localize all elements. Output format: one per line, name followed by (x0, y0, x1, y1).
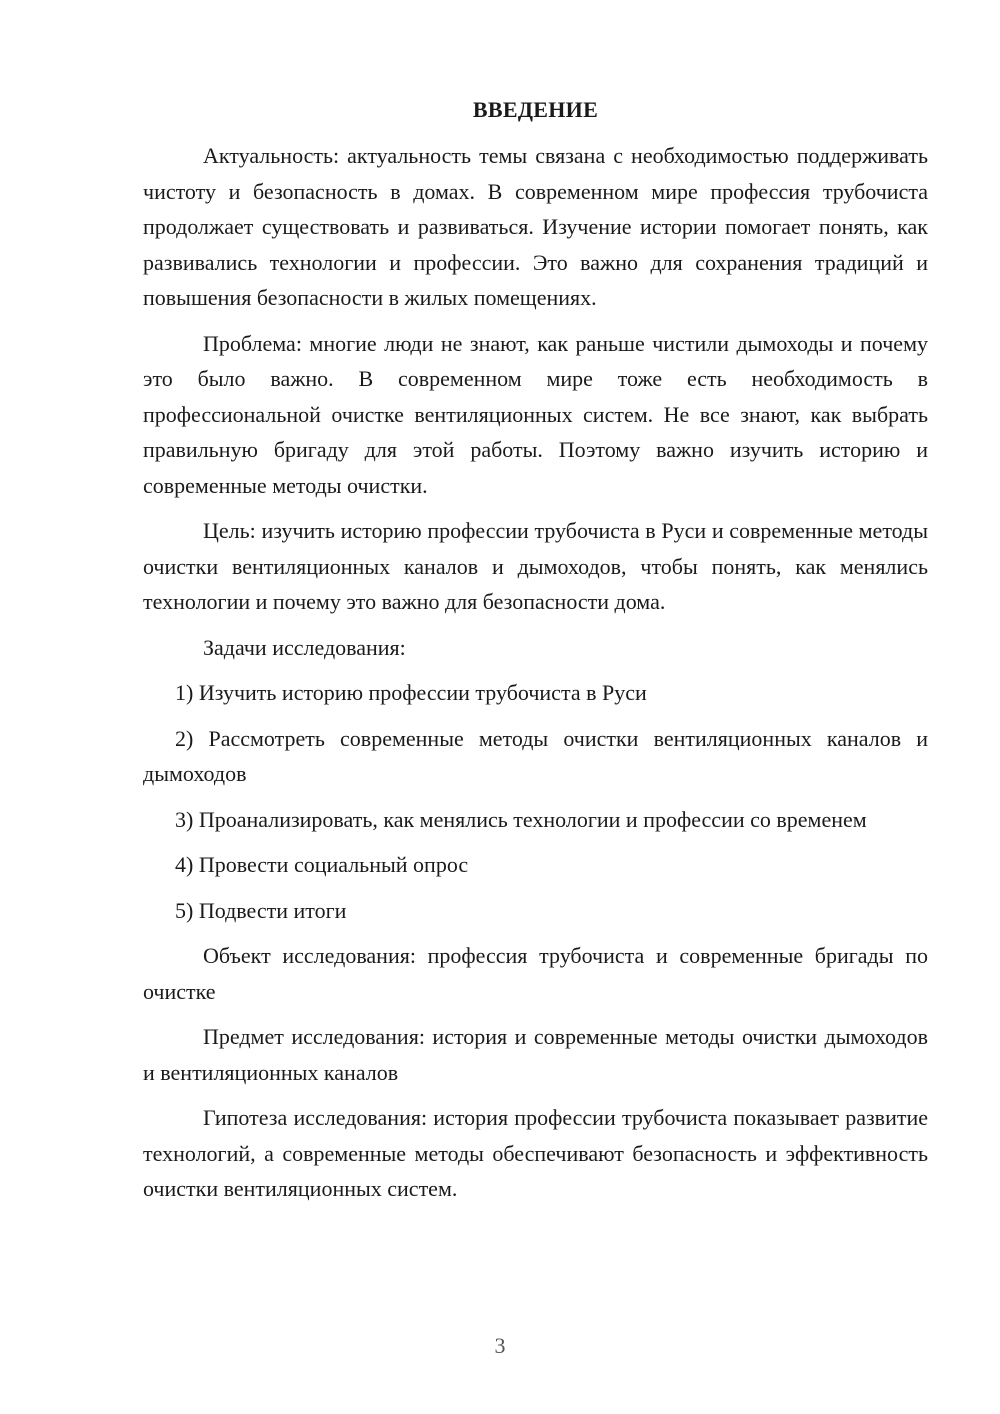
relevance-paragraph: Актуальность: актуальность темы связана с необходимостью поддерживать чистоту и безопасность в домах. В современном мире профессия трубочиста продолжает существовать и развиваться. Изучение истории помогает понять, как развивались технологии и профессии. Это важно для сохранения традиций и повышения безопасности в жилых помещениях. (143, 143, 928, 310)
object-paragraph: Объект исследования: профессия трубочиста и современные бригады по очистке (143, 943, 928, 1004)
tasks-heading: Задачи исследования: (203, 634, 406, 660)
task-item-3: 3) Проанализировать, как менялись технологии и профессии со временем (175, 806, 867, 832)
task-item-5: 5) Подвести итоги (175, 897, 347, 923)
page-number: 3 (494, 1333, 506, 1358)
section-heading: ВВЕДЕНИЕ (472, 97, 599, 122)
task-item-4: 4) Провести социальный опрос (175, 852, 469, 877)
goal-paragraph: Цель: изучить историю профессии трубочиста в Руси и современные методы очистки вентиляционных каналов и дымоходов, чтобы понять, как менялись технологии и почему это важно для безопасности дома. (143, 518, 928, 614)
subject-paragraph: Предмет исследования: история и современные методы очистки дымоходов и вентиляционных каналов (143, 1024, 928, 1085)
document-page (143, 94, 928, 1217)
hypothesis-paragraph: Гипотеза исследования: история профессии трубочиста показывает развитие технологий, а современные методы обеспечивают безопасность и эффективность очистки вентиляционных систем. (143, 1105, 928, 1201)
task-item-2: 2) Рассмотреть современные методы очистки вентиляционных каналов и дымоходов (143, 725, 928, 786)
problem-paragraph: Проблема: многие люди не знают, как раньше чистили дымоходы и почему это было важно. В современном мире тоже есть необходимость в профессиональной очистке вентиляционных систем. Не все знают, как выбрать правильную бригаду для этой работы. Поэтому важно изучить историю и современные методы очистки. (143, 330, 928, 498)
task-item-1: 1) Изучить историю профессии трубочиста в Руси (175, 680, 647, 705)
